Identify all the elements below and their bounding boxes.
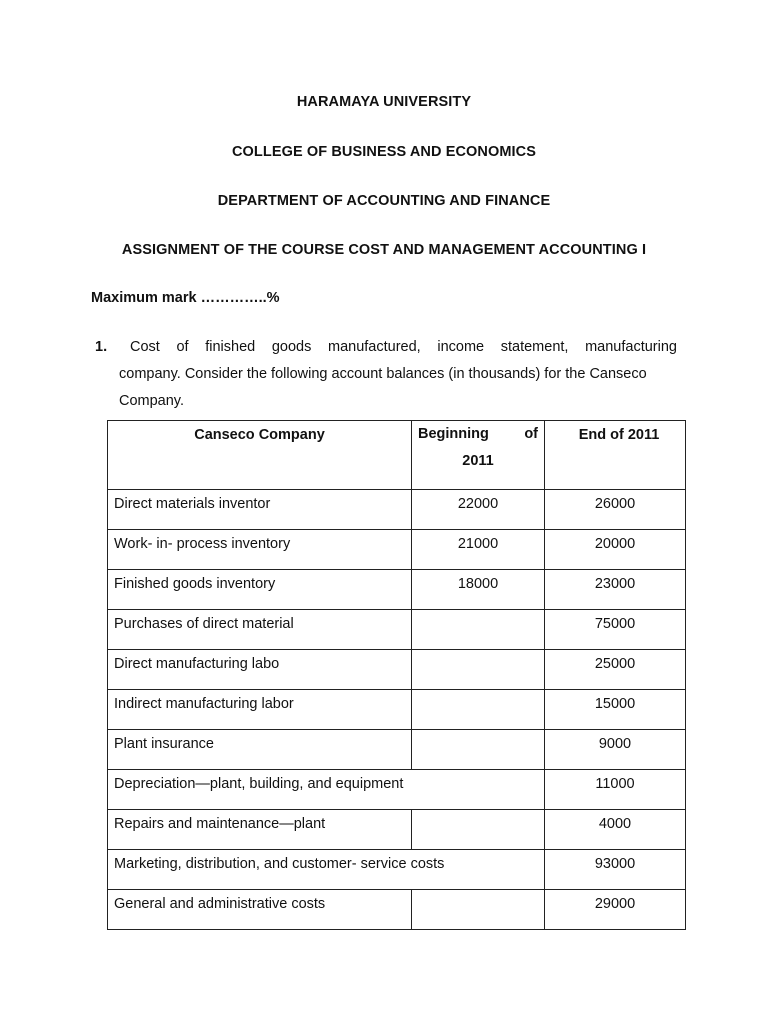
table-row bbox=[108, 690, 686, 730]
row-beginning bbox=[412, 690, 545, 730]
row-beginning bbox=[412, 810, 545, 850]
row-beginning bbox=[412, 650, 545, 690]
row-end: 20000 bbox=[545, 530, 686, 570]
row-label: Indirect manufacturing labor bbox=[108, 690, 412, 730]
table-row bbox=[108, 530, 686, 570]
table-row bbox=[108, 850, 686, 890]
row-end: 29000 bbox=[545, 890, 686, 930]
header-company: Canseco Company bbox=[108, 421, 412, 490]
row-end: 93000 bbox=[545, 850, 686, 890]
row-label: Depreciation—plant, building, and equipment bbox=[108, 770, 545, 810]
account-balances-table bbox=[107, 420, 686, 930]
table-row bbox=[108, 890, 686, 930]
row-end: 23000 bbox=[545, 570, 686, 610]
row-label: General and administrative costs bbox=[108, 890, 412, 930]
row-beginning: 18000 bbox=[412, 570, 545, 610]
question-text-line1: Cost of finished goods manufactured, income statement, manufacturing bbox=[130, 339, 677, 355]
assignment-heading: ASSIGNMENT OF THE COURSE COST AND MANAGEMENT ACCOUNTING I bbox=[121, 242, 647, 258]
department-heading: DEPARTMENT OF ACCOUNTING AND FINANCE bbox=[217, 193, 551, 209]
table-row bbox=[108, 730, 686, 770]
row-beginning bbox=[412, 890, 545, 930]
row-beginning: 22000 bbox=[412, 490, 545, 530]
header-beginning: Beginning of 2011 bbox=[412, 421, 545, 490]
row-end: 4000 bbox=[545, 810, 686, 850]
row-end: 11000 bbox=[545, 770, 686, 810]
header-end: End of 2011 bbox=[545, 421, 686, 490]
row-label: Finished goods inventory bbox=[108, 570, 412, 610]
row-end: 9000 bbox=[545, 730, 686, 770]
row-end: 26000 bbox=[545, 490, 686, 530]
row-label: Repairs and maintenance—plant bbox=[108, 810, 412, 850]
table-row bbox=[108, 810, 686, 850]
table-row bbox=[108, 650, 686, 690]
maximum-mark: Maximum mark …………..% bbox=[91, 290, 280, 306]
row-beginning bbox=[412, 730, 545, 770]
row-end: 75000 bbox=[545, 610, 686, 650]
row-end: 25000 bbox=[545, 650, 686, 690]
row-beginning: 21000 bbox=[412, 530, 545, 570]
row-beginning bbox=[412, 610, 545, 650]
row-label: Direct manufacturing labo bbox=[108, 650, 412, 690]
row-label: Marketing, distribution, and customer- service costs bbox=[108, 850, 545, 890]
row-label: Plant insurance bbox=[108, 730, 412, 770]
table-row bbox=[108, 490, 686, 530]
row-label: Work- in- process inventory bbox=[108, 530, 412, 570]
question-text-line3: Company. bbox=[119, 393, 185, 409]
question-number: 1. bbox=[95, 339, 108, 355]
question-text-line2: company. Consider the following account balances (in thousands) for the Canseco bbox=[119, 366, 647, 382]
college-heading: COLLEGE OF BUSINESS AND ECONOMICS bbox=[231, 144, 537, 160]
row-label: Direct materials inventor bbox=[108, 490, 412, 530]
row-end: 15000 bbox=[545, 690, 686, 730]
table-row bbox=[108, 770, 686, 810]
table-row bbox=[108, 570, 686, 610]
table-header-row bbox=[108, 421, 686, 490]
university-heading: HARAMAYA UNIVERSITY bbox=[296, 94, 472, 110]
row-label: Purchases of direct material bbox=[108, 610, 412, 650]
table-row bbox=[108, 610, 686, 650]
